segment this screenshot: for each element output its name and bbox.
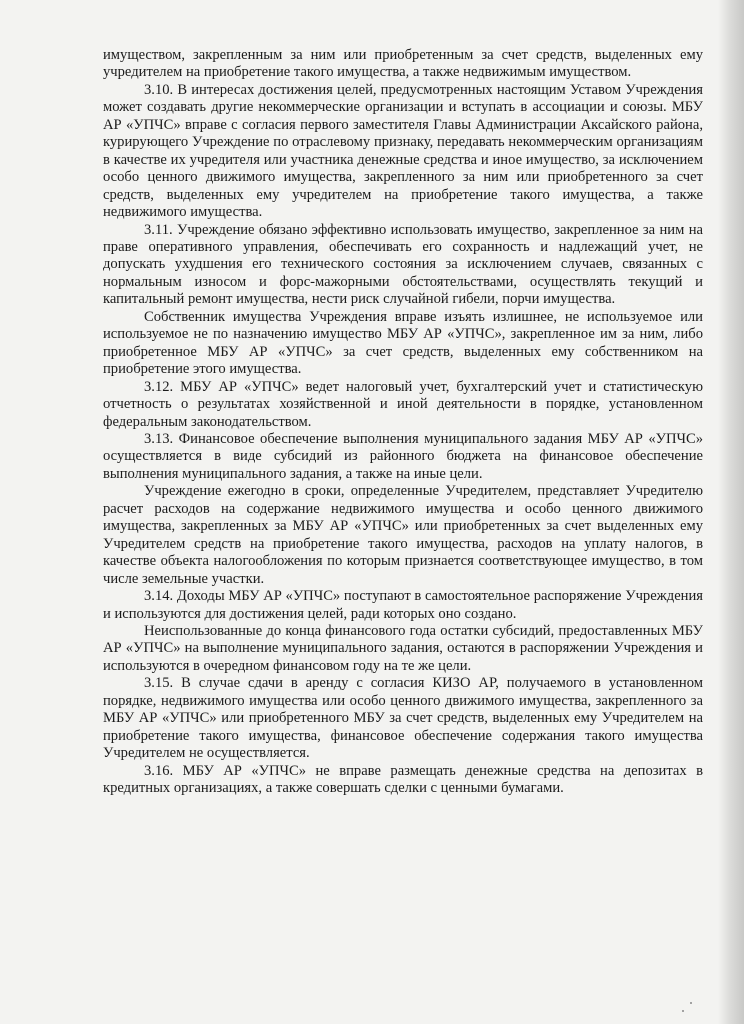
paragraph-3-14: 3.14. Доходы МБУ АР «УПЧС» поступают в самостоятельное распоряжение Учреждения и используются для достижения целей, ради которых оно создано.	[103, 588, 703, 622]
paragraph-continuation: имуществом, закрепленным за ним или приобретенным за счет средств, выделенных ему учредителем на приобретение такого имущества, а также недвижимым имуществом.	[103, 47, 703, 81]
scan-shadow-edge	[718, 0, 744, 1024]
paragraph-annual-calculation: Учреждение ежегодно в сроки, определенные Учредителем, представляет Учредителю расчет расходов на содержание недвижимого имущества и особо ценного движимого имущества, закрепленных за МБУ АР «УПЧС» или приобретенных за счет выделенных ему Учредителем средств на приобретение такого имущества, расходов на уплату налогов, в качестве объекта налогообложения по которым признается соответствующее имущество, в том числе земельные участки.	[103, 483, 703, 587]
document-body	[103, 47, 703, 797]
paragraph-3-10: 3.10. В интересах достижения целей, предусмотренных настоящим Уставом Учреждения может создавать другие некоммерческие организации и вступать в ассоциации и союзы. МБУ АР «УПЧС» вправе с согласия первого заместителя Главы Администрации Аксайского района, курирующего Учреждение по отраслевому признаку, передавать некоммерческим организациям в качестве их учредителя или участника денежные средства и иное имущество, за исключением особо ценного движимого имущества, закрепленного за ним или приобретенного за счет средств, выделенных ему учредителем на приобретение такого имущества, а также недвижимого имущества.	[103, 81, 703, 221]
paragraph-3-12: 3.12. МБУ АР «УПЧС» ведет налоговый учет, бухгалтерский учет и статистическую отчетность о результатах хозяйственной и иной деятельности в порядке, установленном федеральным законодательством.	[103, 378, 703, 430]
paragraph-3-13: 3.13. Финансовое обеспечение выполнения муниципального задания МБУ АР «УПЧС» осуществляется в виде субсидий из районного бюджета на финансовое обеспечение выполнения муниципального задания, а также на иные цели.	[103, 430, 703, 482]
paragraph-3-16: 3.16. МБУ АР «УПЧС» не вправе размещать денежные средства на депозитах в кредитных организациях, а также совершать сделки с ценными бумагами.	[103, 762, 703, 797]
paragraph-3-15: 3.15. В случае сдачи в аренду с согласия КИЗО АР, получаемого в установленном порядке, недвижимого имущества или особо ценного движимого имущества, закрепленного за МБУ АР «УПЧС» или приобретенного МБУ за счет средств, выделенных ему Учредителем на приобретение такого имущества, финансовое обеспечение содержания такого имущества Учредителем не осуществляется.	[103, 675, 703, 762]
scan-speck	[682, 1010, 684, 1012]
paragraph-3-11: 3.11. Учреждение обязано эффективно использовать имущество, закрепленное за ним на праве оперативного управления, обеспечивать его сохранность и надлежащий учет, не допускать ухудшения его технического состояния за исключением случаев, связанных с нормальным износом и форс-мажорными обстоятельствами, осуществлять текущий и капитальный ремонт имущества, нести риск случайной гибели, порчи имущества.	[103, 221, 703, 308]
paragraph-unused-subsidies: Неиспользованные до конца финансового года остатки субсидий, предоставленных МБУ АР «УПЧС» на выполнение муниципального задания, остаются в распоряжении Учреждения и используются в очередном финансовом году на те же цели.	[103, 622, 703, 674]
scan-speck	[690, 1002, 692, 1004]
paragraph-owner-withdrawal: Собственник имущества Учреждения вправе изъять излишнее, не используемое или используемое не по назначению имущество МБУ АР «УПЧС», закрепленное им за ним, либо приобретенное МБУ АР «УПЧС» за счет средств, выделенных ему собственником на приобретение этого имущества.	[103, 308, 703, 378]
